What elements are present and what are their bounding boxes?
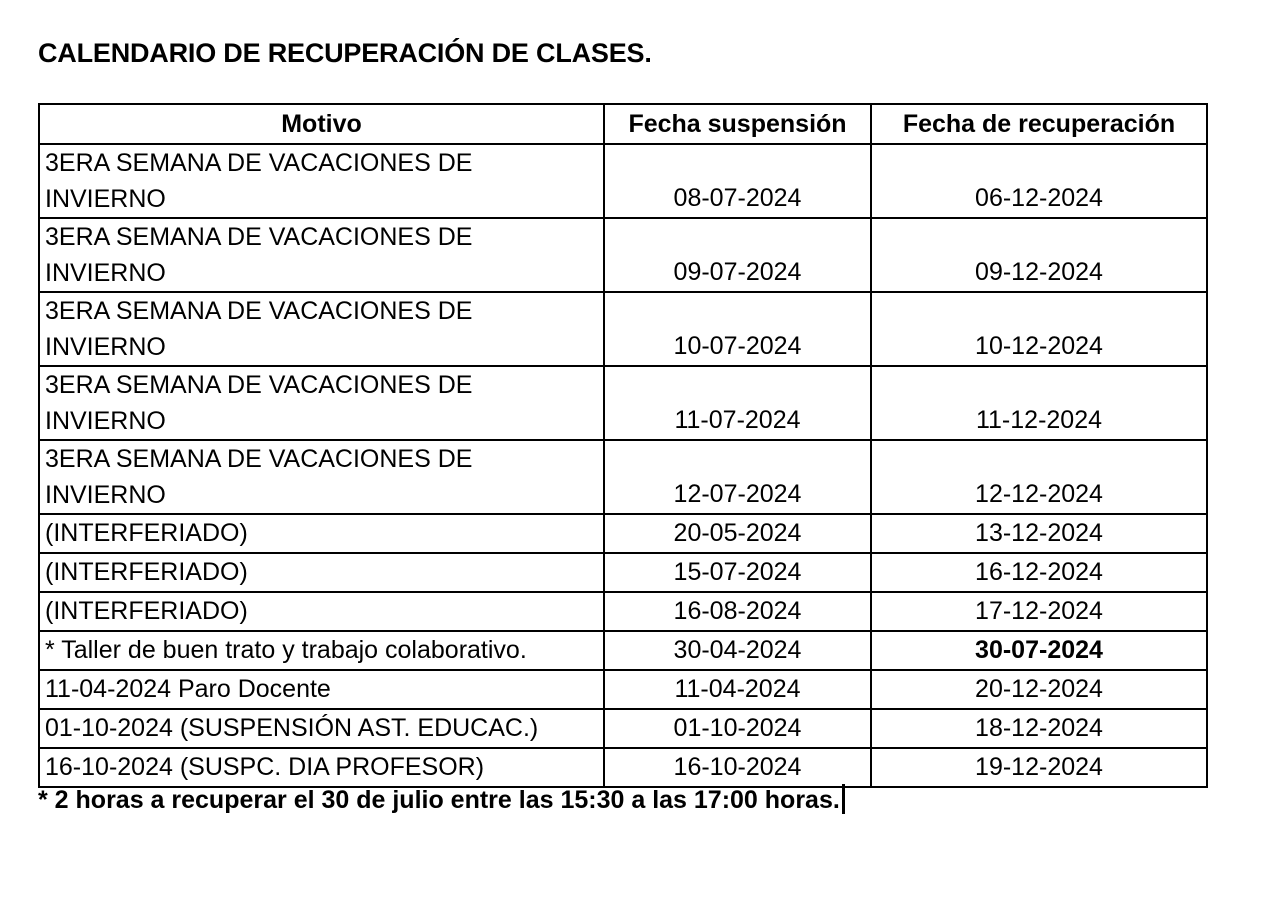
cell-motivo: (INTERFERIADO): [39, 514, 604, 553]
document-page: [38, 36, 1218, 781]
table-row: [39, 748, 1207, 787]
cell-fecha-recuperacion: 06-12-2024: [871, 144, 1207, 218]
cell-fecha-recuperacion: 16-12-2024: [871, 553, 1207, 592]
table-header-row: [39, 104, 1207, 144]
table-row: [39, 144, 1207, 218]
cell-motivo: 3ERA SEMANA DE VACACIONES DE INVIERNO: [39, 218, 604, 292]
cell-fecha-recuperacion: 30-07-2024: [871, 631, 1207, 670]
cell-fecha-suspension: 11-04-2024: [604, 670, 871, 709]
cell-fecha-recuperacion: 13-12-2024: [871, 514, 1207, 553]
header-fecha-recuperacion: Fecha de recuperación: [871, 104, 1207, 144]
cell-fecha-suspension: 16-08-2024: [604, 592, 871, 631]
cell-fecha-suspension: 11-07-2024: [604, 366, 871, 440]
cell-fecha-suspension: 30-04-2024: [604, 631, 871, 670]
cell-fecha-recuperacion: 12-12-2024: [871, 440, 1207, 514]
cell-fecha-recuperacion: 17-12-2024: [871, 592, 1207, 631]
cell-fecha-suspension: 20-05-2024: [604, 514, 871, 553]
cell-fecha-suspension: 16-10-2024: [604, 748, 871, 787]
table-row: [39, 440, 1207, 514]
cell-fecha-suspension: 09-07-2024: [604, 218, 871, 292]
cell-motivo: 3ERA SEMANA DE VACACIONES DE INVIERNO: [39, 440, 604, 514]
table-row: [39, 553, 1207, 592]
cell-fecha-suspension: 15-07-2024: [604, 553, 871, 592]
table-row: [39, 366, 1207, 440]
table-row: [39, 592, 1207, 631]
cell-motivo: 3ERA SEMANA DE VACACIONES DE INVIERNO: [39, 292, 604, 366]
cell-fecha-recuperacion: 19-12-2024: [871, 748, 1207, 787]
table-row: [39, 514, 1207, 553]
cell-motivo: 3ERA SEMANA DE VACACIONES DE INVIERNO: [39, 144, 604, 218]
cell-motivo: 16-10-2024 (SUSPC. DIA PROFESOR): [39, 748, 604, 787]
cell-fecha-recuperacion: 20-12-2024: [871, 670, 1207, 709]
cell-fecha-recuperacion: 11-12-2024: [871, 366, 1207, 440]
table-row: [39, 631, 1207, 670]
cell-fecha-recuperacion: 10-12-2024: [871, 292, 1207, 366]
recovery-schedule-table: [38, 103, 1208, 788]
footnote-text: * 2 horas a recuperar el 30 de julio entre las 15:30 a las 17:00 horas.: [38, 786, 840, 814]
text-cursor: [842, 784, 845, 814]
document-title: CALENDARIO DE RECUPERACIÓN DE CLASES.: [38, 38, 652, 68]
cell-motivo: (INTERFERIADO): [39, 553, 604, 592]
table-row: [39, 670, 1207, 709]
footnote[interactable]: [38, 783, 845, 817]
cell-fecha-recuperacion: 09-12-2024: [871, 218, 1207, 292]
cell-fecha-suspension: 10-07-2024: [604, 292, 871, 366]
cell-fecha-recuperacion: 18-12-2024: [871, 709, 1207, 748]
cell-motivo: * Taller de buen trato y trabajo colaborativo.: [39, 631, 604, 670]
header-fecha-suspension: Fecha suspensión: [604, 104, 871, 144]
cell-fecha-suspension: 12-07-2024: [604, 440, 871, 514]
table-row: [39, 709, 1207, 748]
cell-motivo: (INTERFERIADO): [39, 592, 604, 631]
table-row: [39, 292, 1207, 366]
cell-motivo: 01-10-2024 (SUSPENSIÓN AST. EDUCAC.): [39, 709, 604, 748]
cell-motivo: 11-04-2024 Paro Docente: [39, 670, 604, 709]
cell-fecha-suspension: 08-07-2024: [604, 144, 871, 218]
cell-fecha-suspension: 01-10-2024: [604, 709, 871, 748]
table-row: [39, 218, 1207, 292]
cell-motivo: 3ERA SEMANA DE VACACIONES DE INVIERNO: [39, 366, 604, 440]
header-motivo: Motivo: [39, 104, 604, 144]
